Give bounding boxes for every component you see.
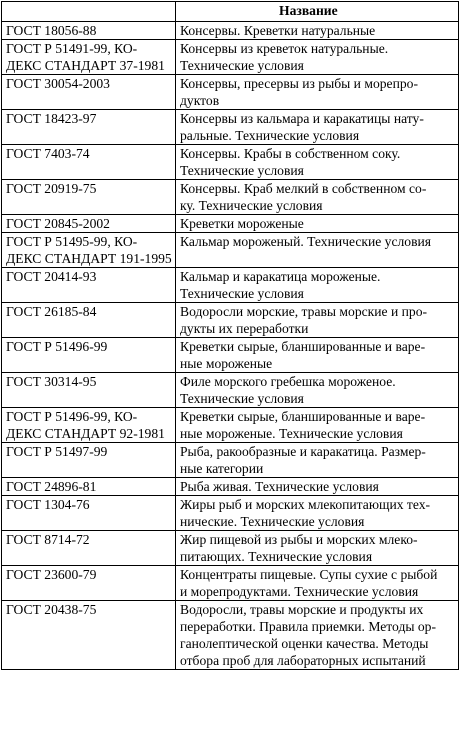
table-row [2,478,459,496]
standard-name-cell: Консервы из креветок натуральные. Технические условия [176,40,459,75]
table-row [2,233,459,268]
table-row [2,180,459,215]
standard-code-cell: ГОСТ Р 51497-99 [2,443,176,478]
standard-name-cell: Жиры рыб и морских млекопитающих тех- нические. Технические условия [176,496,459,531]
standard-code-cell: ГОСТ 23600-79 [2,566,176,601]
table-row [2,110,459,145]
standard-name-cell: Консервы. Креветки натуральные [176,22,459,40]
standard-name-cell: Консервы. Краб мелкий в собственном со- ку. Технические условия [176,180,459,215]
table-row [2,566,459,601]
standard-code-cell: ГОСТ 20438-75 [2,601,176,670]
table-row [2,601,459,670]
standard-name-cell: Концентраты пищевые. Супы сухие с рыбой и морепродуктами. Технические условия [176,566,459,601]
standard-code-cell: ГОСТ 8714-72 [2,531,176,566]
standard-name-cell: Кальмар мороженый. Технические условия [176,233,459,268]
standard-name-cell: Креветки мороженые [176,215,459,233]
table-row [2,40,459,75]
table-body [2,22,459,670]
standard-name-cell: Рыба живая. Технические условия [176,478,459,496]
standard-code-cell: ГОСТ 1304-76 [2,496,176,531]
standard-code-cell: ГОСТ 24896-81 [2,478,176,496]
header-name-column: Название [176,2,459,22]
standard-code-cell: ГОСТ 18423-97 [2,110,176,145]
standard-name-cell: Филе морского гребешка мороженое. Технические условия [176,373,459,408]
standard-name-cell: Рыба, ракообразные и каракатица. Размер- ные категории [176,443,459,478]
standard-name-cell: Консервы, пресервы из рыбы и морепро- дуктов [176,75,459,110]
table-row [2,443,459,478]
standard-name-cell: Кальмар и каракатица мороженые. Технические условия [176,268,459,303]
standard-code-cell: ГОСТ 20414-93 [2,268,176,303]
standard-code-cell: ГОСТ Р 51495-99, КО- ДЕКС СТАНДАРТ 191-1995 [2,233,176,268]
table-row [2,338,459,373]
standard-code-cell: ГОСТ Р 51491-99, КО- ДЕКС СТАНДАРТ 37-1981 [2,40,176,75]
standard-code-cell: ГОСТ 26185-84 [2,303,176,338]
table-row [2,268,459,303]
standard-name-cell: Консервы. Крабы в собственном соку. Технические условия [176,145,459,180]
standards-table [1,1,459,670]
standard-name-cell: Консервы из кальмара и каракатицы нату- ральные. Технические условия [176,110,459,145]
standard-name-cell: Жир пищевой из рыбы и морских млеко- питающих. Технические условия [176,531,459,566]
standard-code-cell: ГОСТ Р 51496-99 [2,338,176,373]
table-row [2,373,459,408]
table-row [2,496,459,531]
standard-code-cell: ГОСТ 7403-74 [2,145,176,180]
table-row [2,303,459,338]
table-row [2,531,459,566]
table-row [2,145,459,180]
standard-code-cell: ГОСТ 30054-2003 [2,75,176,110]
header-code-column [2,2,176,22]
standard-code-cell: ГОСТ 20845-2002 [2,215,176,233]
standard-name-cell: Креветки сырые, бланшированные и варе- ные мороженые [176,338,459,373]
table-header-row [2,2,459,22]
table-row [2,75,459,110]
standard-code-cell: ГОСТ Р 51496-99, КО- ДЕКС СТАНДАРТ 92-1981 [2,408,176,443]
table-row [2,22,459,40]
standard-code-cell: ГОСТ 30314-95 [2,373,176,408]
table-row [2,215,459,233]
standard-code-cell: ГОСТ 20919-75 [2,180,176,215]
standard-name-cell: Креветки сырые, бланшированные и варе- ные мороженые. Технические условия [176,408,459,443]
standard-name-cell: Водоросли, травы морские и продукты их переработки. Правила приемки. Методы ор- ганолептической оценки качества. Методы отбора проб для лабораторных испытаний [176,601,459,670]
table-row [2,408,459,443]
standard-code-cell: ГОСТ 18056-88 [2,22,176,40]
standard-name-cell: Водоросли морские, травы морские и про- дукты их переработки [176,303,459,338]
